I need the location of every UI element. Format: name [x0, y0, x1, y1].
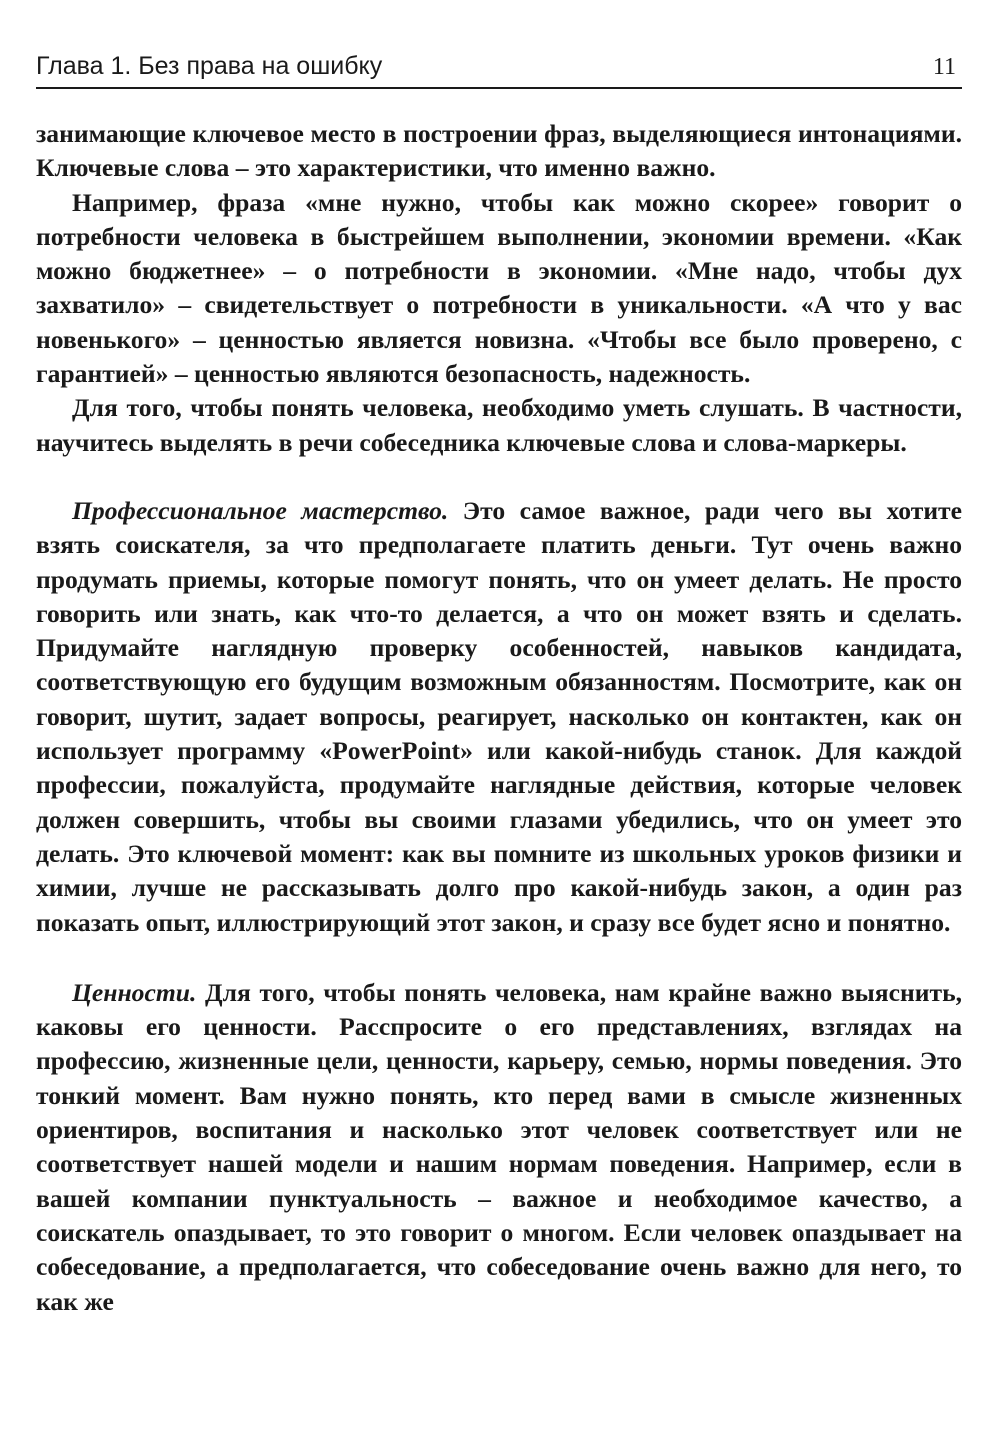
paragraph-continuation: занимающие ключевое место в построении фраз, выделяющиеся интонациями. Ключевые слова – это характеристики, что именно важно. [36, 119, 962, 183]
chapter-title: Глава 1. Без права на ошибку [36, 52, 383, 80]
section-lead-professional-skill: Профессиональное мастерство. [72, 495, 449, 525]
page-number: 11 [932, 54, 956, 80]
section-lead-values: Ценности. [72, 977, 197, 1007]
book-page [36, 52, 962, 1319]
paragraph-values [36, 976, 962, 1319]
paragraph-professional-skill [36, 494, 962, 940]
paragraph-values-body: Для того, чтобы понять человека, нам крайне важно выяснить, каковы его ценности. Расспросите о его представлениях, взглядах на профессию, жизненные цели, ценности, карьеру, семью, нормы поведения. Это тонкий момент. Вам нужно понять, кто перед вами в смысле жизненных ориентиров, воспитания и насколько этот человек соответствует или не соответствует нашей модели и нашим нормам поведения. Например, если в вашей компании пунктуальность – важное и необходимое качество, а соискатель опаздывает, то это говорит о многом. Если человек опаздывает на собеседование, а предполагается, что собеседование очень важно для него, то как же [36, 977, 962, 1316]
paragraph-examples: Например, фраза «мне нужно, чтобы как можно скорее» говорит о потребности человека в быстрейшем выполнении, экономии времени. «Как можно бюджетнее» – о потребности в экономии. «Мне надо, чтобы дух захватило» – свидетельствует о потребности в уникальности. «А что у вас новенького» – ценностью является новизна. «Чтобы все было проверено, с гарантией» – ценностью являются безопасность, надежность. [36, 187, 962, 389]
paragraph-listening: Для того, чтобы понять человека, необходимо уметь слушать. В частности, научитесь выделять в речи собеседника ключевые слова и слова-маркеры. [36, 393, 962, 457]
paragraph-professional-skill-body: Это самое важное, ради чего вы хотите взять соискателя, за что предполагаете платить деньги. Тут очень важно продумать приемы, которые помогут понять, что он умеет делать. Не просто говорить или знать, как что-то делается, а что он может взять и сделать. Придумайте наглядную проверку особенностей, навыков кандидата, соответствующую его будущим возможным обязанностям. Посмотрите, как он говорит, шутит, задает вопросы, реагирует, насколько он контактен, как он использует программу «PowerPoint» или какой-нибудь станок. Для каждой профессии, пожалуйста, продумайте наглядные действия, которые человек должен совершить, чтобы вы своими глазами убедились, что он умеет это делать. Это ключевой момент: как вы помните из школьных уроков физики и химии, лучше не рассказывать долго про какой-нибудь закон, а один раз показать опыт, иллюстрирующий этот закон, и сразу все будет ясно и понятно. [36, 495, 962, 937]
body-text [36, 117, 962, 1319]
running-header [36, 52, 962, 89]
